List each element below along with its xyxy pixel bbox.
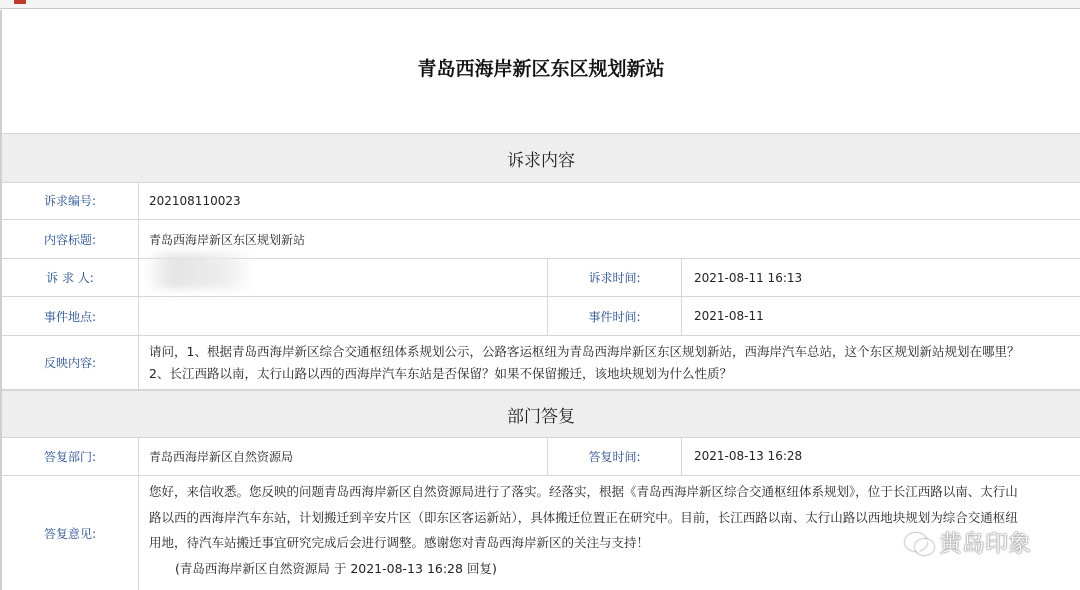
- value-reply-dept: 青岛西海岸新区自然资源局: [149, 449, 294, 464]
- label-event-time: 事件时间:: [547, 297, 682, 335]
- opinion-line-3: 用地，待汽车站搬迁事宜研究完成后会进行调整。感谢您对青岛西海岸新区的关注与支持！: [149, 535, 650, 550]
- content-line-1: 请问，1、根据青岛西海岸新区综合交通枢纽体系规划公示，公路客运枢纽为青岛西海岸新区东区规划新站，西海岸汽车总站，这个东区规划新站规划在哪里？: [149, 344, 1020, 359]
- value-reply-time: 2021-08-13 16:28: [694, 449, 803, 463]
- label-request-id: 诉求编号:: [2, 182, 139, 219]
- reply-signature: (青岛西海岸新区自然资源局 于 2021-08-13 16:28 回复): [175, 560, 497, 576]
- row-content: [2, 336, 1080, 390]
- label-request-time: 诉求时间:: [547, 259, 682, 296]
- browser-top-strip: [0, 0, 1080, 9]
- page-title-box: [2, 10, 1080, 134]
- label-person: 诉 求 人:: [2, 259, 139, 296]
- value-place: [139, 297, 547, 335]
- value-topic: 青岛西海岸新区东区规划新站: [149, 232, 306, 247]
- section-header-request: 诉求内容: [2, 133, 1080, 183]
- row-place: [2, 297, 1080, 336]
- opinion-line-1: 您好，来信收悉。您反映的问题青岛西海岸新区自然资源局进行了落实。经落实，根据《青岛西海岸新区综合交通枢纽体系规划》，位于长江西路以南、太行山: [149, 484, 1018, 499]
- label-topic: 内容标题:: [2, 220, 139, 258]
- value-event-time: 2021-08-11: [694, 309, 764, 323]
- value-request-time: 2021-08-11 16:13: [694, 270, 803, 285]
- page-title: 青岛西海岸新区东区规划新站: [417, 58, 665, 80]
- opinion-line-2: 路以西的西海岸汽车东站，计划搬迁到辛安片区（即东区客运新站），具体搬迁位置正在研究中。目前，长江西路以南、太行山路以西地块规划为综合交通枢纽: [149, 509, 1018, 525]
- watermark: [905, 525, 1031, 558]
- redaction-blur: [145, 253, 255, 289]
- favicon-icon: [14, 0, 26, 4]
- label-reply-time: 答复时间:: [547, 437, 682, 475]
- row-reply-dept: [2, 437, 1080, 476]
- label-content: 反映内容:: [2, 336, 139, 389]
- watermark-text: 黄岛印象: [939, 531, 1031, 557]
- label-reply-opinion: 答复意见:: [2, 476, 139, 590]
- value-content: [139, 336, 1080, 389]
- wechat-icon: [905, 531, 933, 553]
- label-place: 事件地点:: [2, 297, 139, 335]
- label-reply-dept: 答复部门:: [2, 437, 139, 475]
- value-request-id: 202108110023: [149, 193, 241, 208]
- section-header-reply: 部门答复: [2, 390, 1080, 438]
- row-request-id: [2, 182, 1080, 220]
- content-line-2: 2、长江西路以南，太行山路以西的西海岸汽车东站是否保留？如果不保留搬迁，该地块规划为什么性质？: [149, 366, 732, 381]
